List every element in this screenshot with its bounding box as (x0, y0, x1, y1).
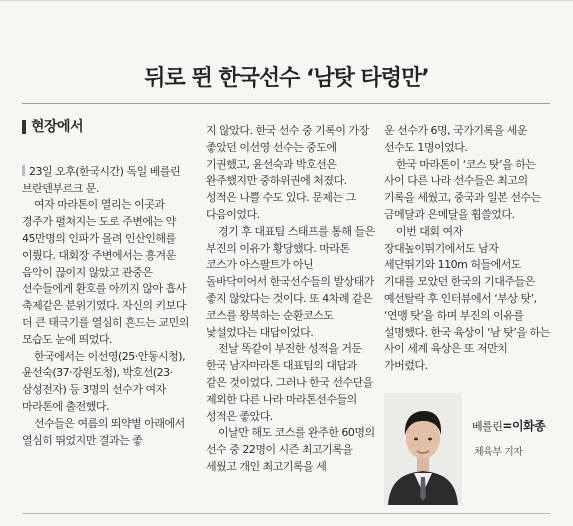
dateline-marker-icon (22, 165, 25, 176)
headline-divider (22, 103, 550, 104)
dateline-text: 23일 오후(한국시간) 독일 베를린 브란덴부르크 문. (22, 164, 181, 195)
paragraph: 여자 마라톤이 열리는 이곳과 경주가 펼쳐지는 도로 주변에는 약 45만명의 인파가 몰려 인산인해를 이뤘다. 대회장 주변에서는 흥겨운 음악이 끊이지 않았고 관중은 선수들에게 환호를 아끼지 않아 흡사 축제같은 분위기였다. 자신의 키보다 더 큰 태극기를 열심히 흔드는 교민의 모습도 눈에 띄었다. (22, 198, 189, 346)
headline: 뒤로 뛴 한국선수 ‘남탓 타령만’ (144, 66, 429, 91)
paragraph: 한국 마라톤이 ‘코스 탓’을 하는 사이 다른 나라 선수들은 최고의 기록을 세웠고, 중국과 일본 선수는 금메달과 은메달을 휩쓸었다. (384, 157, 541, 221)
article-column-1 (22, 119, 192, 449)
byline-box (384, 393, 550, 508)
reporter-photo (384, 393, 462, 505)
byline-separator: = (502, 419, 512, 433)
paragraph: 선수들은 여름의 뙤약볕 아래에서 열심히 뛰었지만 결과는 좋 (22, 416, 185, 447)
section-marker-icon (22, 120, 26, 134)
reporter-role: 체육부 기자 (474, 447, 523, 458)
section-label (22, 119, 192, 136)
reporter-photo-icon (384, 393, 462, 505)
paragraph: 이번 대회 여자 장대높이뛰기에서도 남자 세단뛰기와 110m 허들에서도 기대를 모았던 한국의 기대주들은 예선탈락 후 인터뷰에서 ‘부상 탓’, ‘연맹 탓’을 하며 부진의 이유를 설명했다. 한국 육상이 ‘남 탓’을 하는 사이 세계 육상은 또 저만치 가버렸다. (384, 224, 550, 373)
paragraph: 지 않았다. 한국 선수 중 기록이 가장 좋았던 이선영 선수는 중도에 기권했고, 윤선숙과 박호선은 완주했지만 중하위권에 처졌다. 성적은 나쁠 수도 있다. 문제는 그 다음이었다. (206, 124, 369, 221)
reporter-name (472, 417, 545, 434)
paragraph: 이날만 해도 코스를 완주한 60명의 선수 중 22명이 시즌 최고기록을 세웠고 개인 최고기록을 세 (206, 426, 375, 473)
article-column-2 (206, 123, 376, 476)
paragraph: 경기 후 대표팀 스태프를 통해 들은 부진의 이유가 황당했다. 마라톤 코스가 아스팔트가 아닌 돌바닥이어서 한국선수들의 발상태가 좋지 않았다는 것이다. 또 4차례 같은 코스를 왕복하는 순환코스도 낯설었다는 대답이었다. (206, 224, 375, 339)
paragraph: 한국에서는 이선영(25·안동시청), 윤선숙(37·강원도청), 박호선(23·삼성전자) 등 3명의 선수가 여자 마라톤에 출전했다. (22, 349, 186, 413)
byline-name: 이화종 (511, 419, 546, 433)
paragraph: 전날 똑같이 부진한 성적을 거둔 한국 남자마라톤 대표팀의 대답과 같은 것이었다. 그러나 한국 선수단을 제외한 다른 나라 마라톤선수들의 성적은 좋았다. (206, 342, 373, 423)
byline-place: 베를린 (472, 420, 503, 433)
dateline (22, 164, 192, 198)
bottom-divider (22, 513, 550, 514)
article-column-3 (384, 123, 550, 375)
section-label-text: 현장에서 (31, 119, 84, 135)
paragraph: 운 선수가 6명, 국가기록을 세운 선수도 1명이었다. (384, 124, 527, 154)
